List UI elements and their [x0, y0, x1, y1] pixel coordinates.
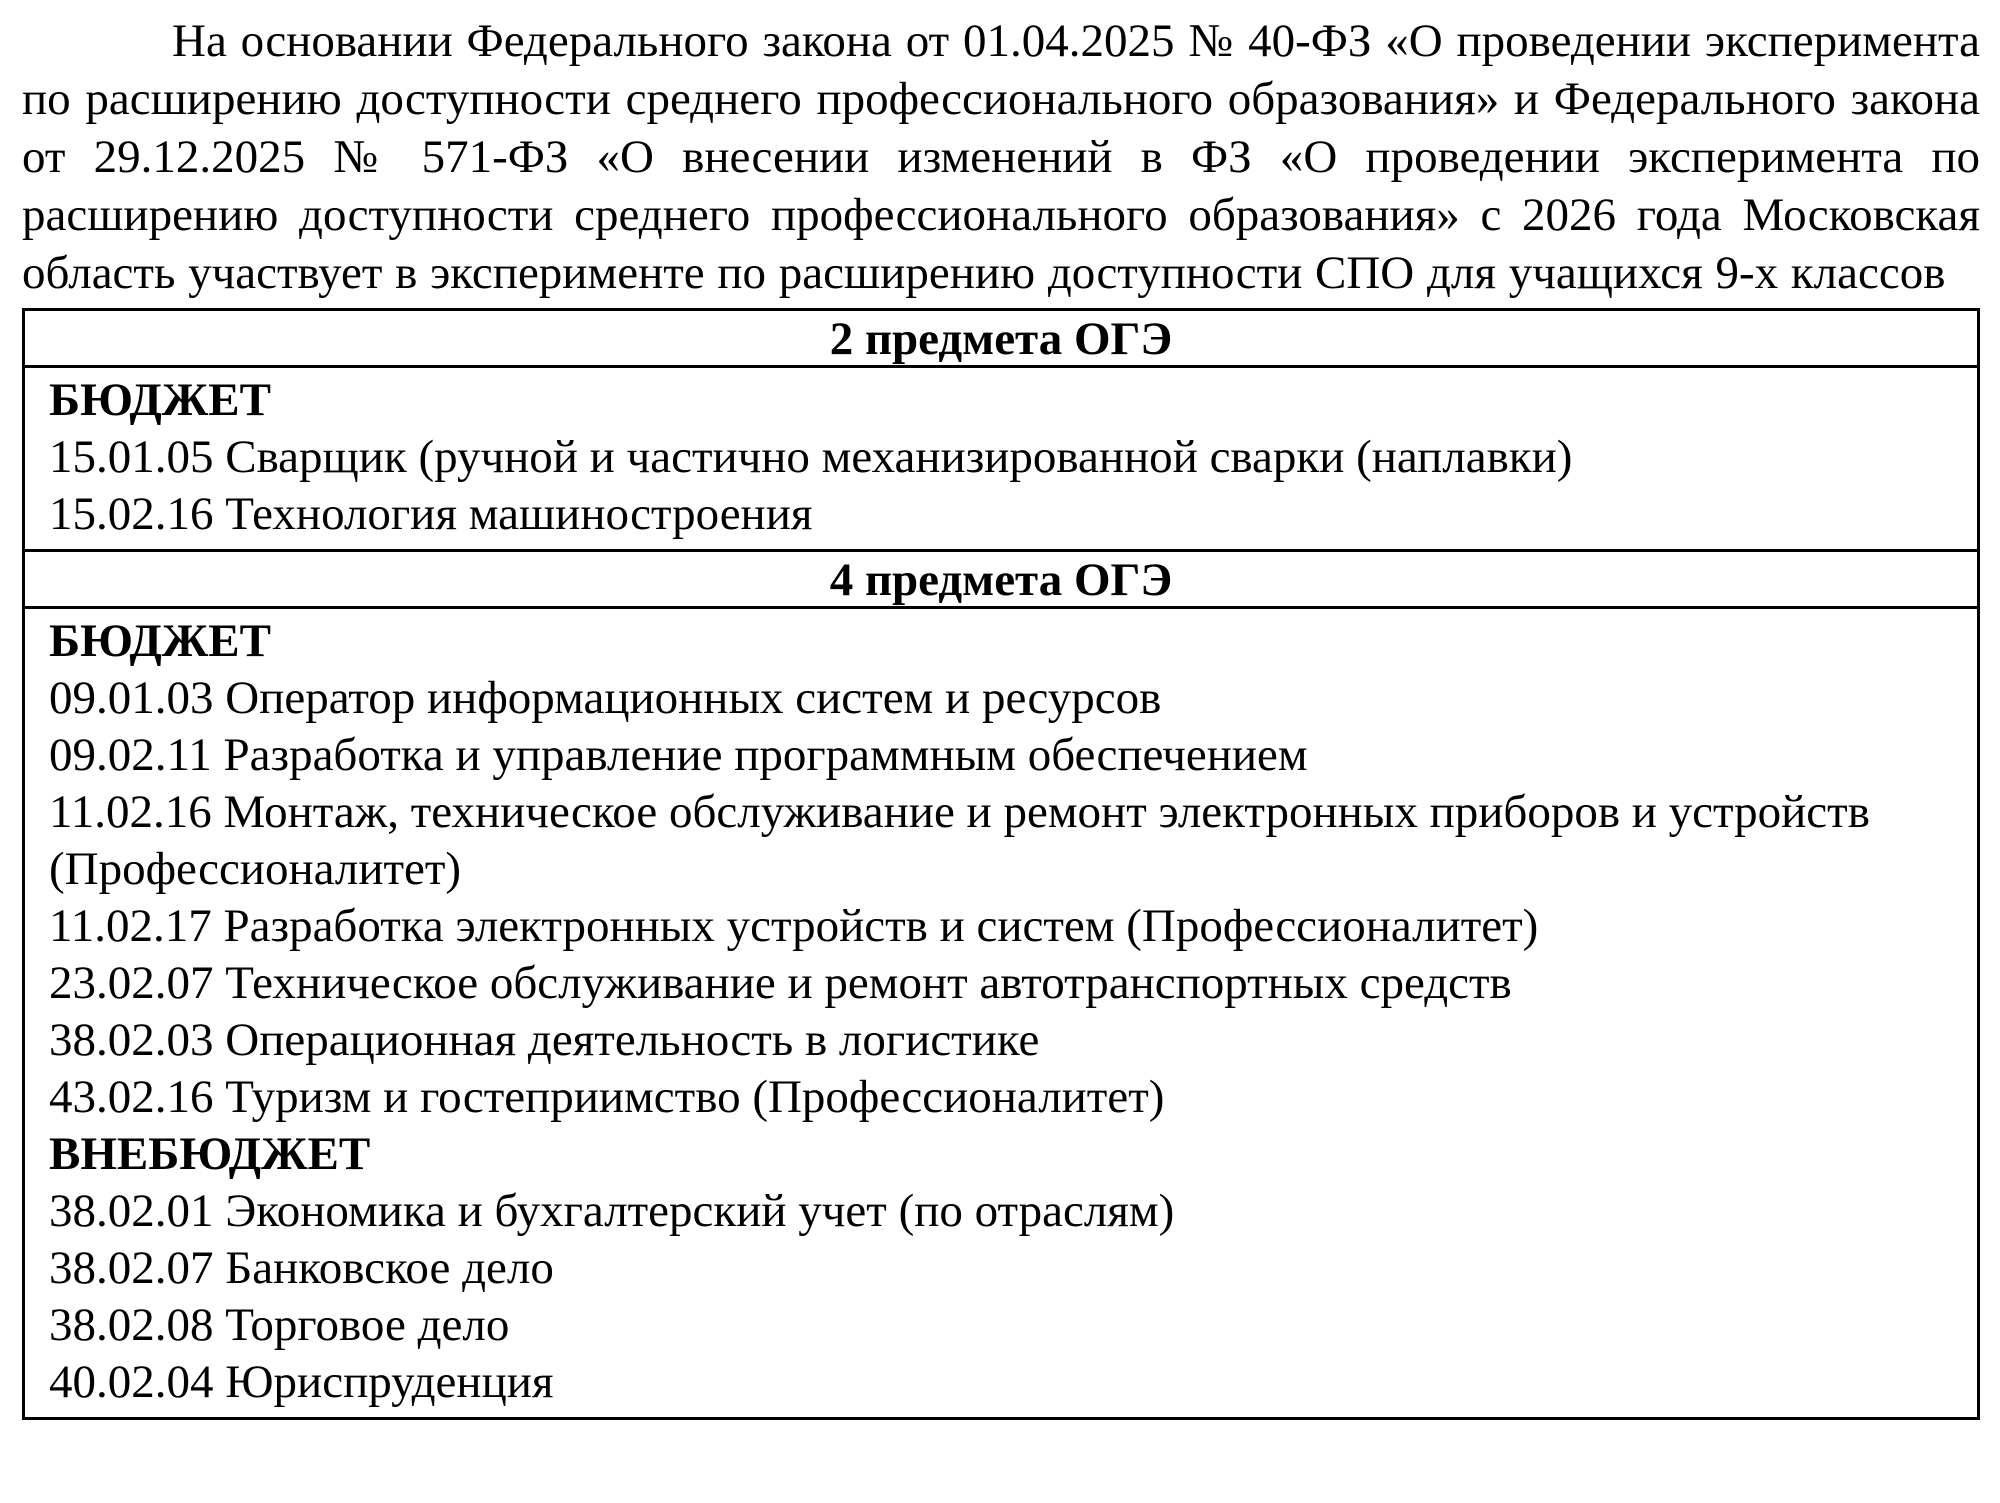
section-header-row-2-subjects: [24, 310, 1979, 367]
program-item: 15.02.16 Технология машиностроения: [49, 488, 813, 540]
program-item: 38.02.01 Экономика и бухгалтерский учет (по отраслям): [49, 1185, 1175, 1237]
programs-table: [22, 308, 1980, 1420]
section-header-row-4-subjects: [24, 551, 1979, 608]
program-item: 38.02.03 Операционная деятельность в логистике: [49, 1014, 1040, 1066]
section-header-2-subjects: 2 предмета ОГЭ: [24, 310, 1979, 367]
program-item: 23.02.07 Техническое обслуживание и ремонт автотранспортных средств: [49, 957, 1512, 1009]
group-label-vnebudget: ВНЕБЮДЖЕТ: [49, 1128, 371, 1180]
program-item: 09.02.11 Разработка и управление программным обеспечением: [49, 729, 1308, 781]
section-body-2-subjects: [24, 367, 1979, 551]
section-body-row-2-subjects: [24, 367, 1979, 551]
program-item: 11.02.17 Разработка электронных устройств и систем (Профессионалитет): [49, 900, 1539, 952]
section-header-4-subjects: 4 предмета ОГЭ: [24, 551, 1979, 608]
program-item: 09.01.03 Оператор информационных систем и ресурсов: [49, 672, 1162, 724]
group-label-budget: БЮДЖЕТ: [49, 615, 271, 667]
program-item: 43.02.16 Туризм и гостеприимство (Профессионалитет): [49, 1071, 1165, 1123]
program-item: 38.02.08 Торговое дело: [49, 1299, 510, 1351]
program-item: 38.02.07 Банковское дело: [49, 1242, 554, 1294]
program-item: 15.01.05 Сварщик (ручной и частично механизированной сварки (наплавки): [49, 431, 1573, 483]
intro-paragraph: На основании Федерального закона от 01.04.2025 № 40-ФЗ «О проведении эксперимента по расширению доступности среднего профессионального образования» и Федерального закона от 29.12.2025 № 571-ФЗ «О внесении изменений в ФЗ «О проведении эксперимента по расширению доступности среднего профессионального образования» с 2026 года Московская область участвует в эксперименте по расширению доступности СПО для учащихся 9-х классов: [22, 15, 1980, 299]
program-item: 11.02.16 Монтаж, техническое обслуживание и ремонт электронных приборов и устройств (Профессионалитет): [49, 786, 1870, 895]
group-label-budget: БЮДЖЕТ: [49, 374, 271, 426]
section-body-4-subjects: [24, 608, 1979, 1419]
section-body-row-4-subjects: [24, 608, 1979, 1419]
program-item: 40.02.04 Юриспруденция: [49, 1356, 554, 1408]
